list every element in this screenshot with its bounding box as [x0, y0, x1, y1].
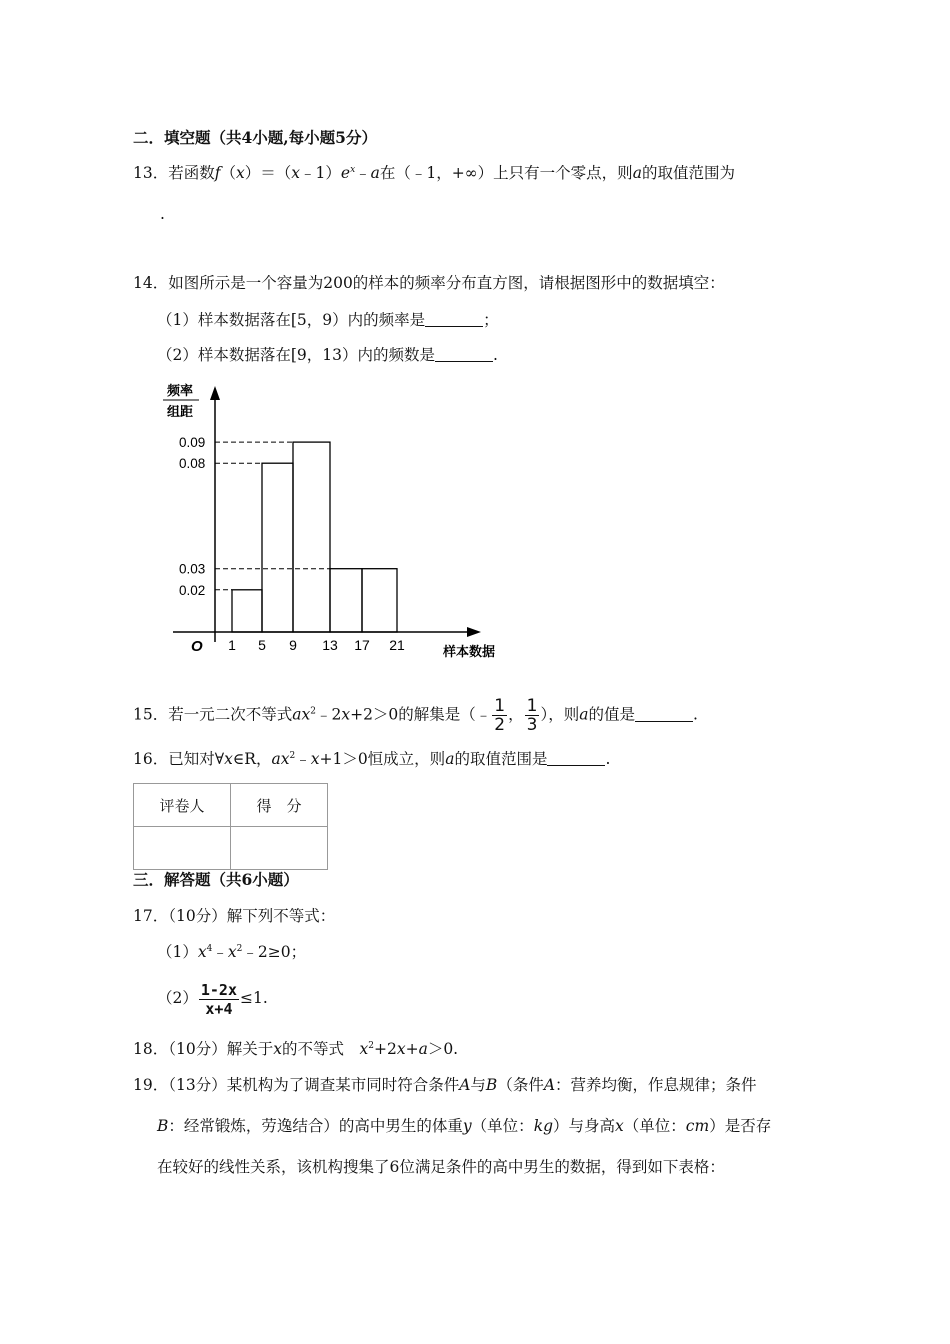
q18-text: 的不等式 — [281, 1040, 360, 1058]
q13-var: x — [291, 164, 301, 182]
section-title-solutions: 三．解答题（共6小题） — [133, 870, 299, 889]
answer-blank — [547, 751, 605, 766]
q16-text: . — [605, 750, 611, 768]
q19-text: （条件 — [497, 1076, 544, 1094]
q13-text: 的取值范围为 — [641, 164, 735, 182]
q13-text: （ — [220, 164, 236, 182]
q17-text: （2） — [157, 989, 198, 1007]
q13-text: 13．若函数 — [133, 164, 215, 182]
q19-unit: cm — [685, 1117, 710, 1135]
q16-var: x — [310, 750, 320, 768]
q16-text: 16．已知对∀ — [133, 750, 225, 768]
fraction-one-third — [525, 697, 540, 734]
grader-header: 评卷人 — [134, 784, 231, 827]
question-19-line-2 — [157, 1116, 771, 1136]
q18-text: +2 — [373, 1040, 397, 1058]
histogram-bar — [362, 569, 397, 632]
score-cell[interactable] — [231, 827, 328, 870]
q19-text: ：营养均衡，作息规律；条件 — [555, 1076, 757, 1094]
q13-var: a — [370, 164, 380, 182]
q14-sub2-text: （2）样本数据落在[9，13）内的频数是 — [157, 346, 435, 364]
score-header: 得 分 — [231, 784, 328, 827]
q16-text: 的取值范围是 — [454, 750, 548, 768]
q18-var: x — [273, 1040, 282, 1058]
q19-var: B — [157, 1117, 169, 1135]
q13-var: a — [632, 164, 642, 182]
answer-blank — [635, 707, 693, 722]
y-tick-label: 0.08 — [179, 456, 206, 472]
q17-text: （1） — [157, 943, 198, 961]
origin-label: O — [191, 638, 203, 655]
y-axis-label-top: 频率 — [167, 383, 194, 398]
q17-var: x — [197, 943, 207, 961]
q15-var: ax — [292, 705, 311, 724]
q19-var: B — [485, 1076, 498, 1094]
q15-text: +2＞0的解集是（﹣ — [350, 705, 492, 724]
q15-text: . — [693, 705, 698, 724]
x-tick-label: 21 — [389, 637, 405, 653]
q19-text: （单位： — [623, 1117, 686, 1135]
fraction-denominator: x+4 — [205, 999, 233, 1018]
q19-text: ：经常锻炼，劳逸结合）的高中男生的体重 — [168, 1117, 463, 1135]
q15-text: ， — [508, 705, 524, 724]
y-axis-arrow-icon — [210, 386, 220, 400]
q19-text: 19．（13分）某机构为了调查某市同时符合条件 — [133, 1076, 460, 1094]
section-title-fill-in: 二．填空题（共4小题,每小题5分） — [133, 128, 377, 147]
q16-var: x — [224, 750, 233, 768]
fraction-expression — [199, 981, 239, 1018]
grader-cell[interactable] — [134, 827, 231, 870]
q13-var: x — [236, 164, 245, 182]
q14-sub1 — [157, 310, 499, 330]
q19-var: A — [459, 1076, 471, 1094]
q16-text: ﹣ — [295, 750, 311, 768]
x-axis-label: 样本数据 — [443, 644, 496, 659]
answer-blank — [425, 312, 483, 327]
q18-text: 18．（10分）解关于 — [133, 1040, 274, 1058]
y-axis-label-bottom: 组距 — [167, 404, 194, 419]
q19-unit: kg — [533, 1117, 554, 1135]
fraction-denominator: 2 — [494, 715, 506, 735]
fraction-denominator: 3 — [526, 715, 538, 735]
x-tick-label: 5 — [258, 637, 266, 653]
y-tick-label: 0.03 — [179, 561, 206, 577]
q15-text: ﹣2 — [315, 705, 342, 724]
q13-text: ﹣ — [355, 164, 371, 182]
fraction-numerator: 1-2x — [200, 980, 237, 999]
x-tick-label: 17 — [354, 637, 370, 653]
answer-blank — [435, 347, 493, 362]
q16-text: +1＞0恒成立，则 — [319, 750, 446, 768]
q18-text: ＞0. — [427, 1040, 459, 1058]
q13-exponent: x — [350, 165, 356, 175]
q19-text: 与 — [470, 1076, 486, 1094]
fraction-one-half — [492, 697, 507, 734]
question-19-line-1 — [133, 1075, 757, 1095]
q19-var: A — [543, 1076, 556, 1094]
q17-text: ﹣ — [212, 943, 228, 961]
q17-var: x — [227, 943, 237, 961]
q16-text: ∈R， — [232, 750, 272, 768]
q15-var: x — [341, 705, 351, 724]
q18-var: x — [359, 1040, 369, 1058]
q18-var: a — [418, 1040, 428, 1058]
y-tick-label: 0.09 — [179, 435, 206, 451]
question-19-line-3: 在较好的线性关系，该机构搜集了6位满足条件的高中男生的数据，得到如下表格： — [157, 1158, 725, 1176]
q13-answer-dot: . — [160, 205, 165, 223]
q14-sub1-end: ； — [483, 311, 499, 329]
q17-text: ≤1. — [240, 989, 268, 1007]
q18-text: + — [405, 1040, 419, 1058]
histogram-bar — [232, 590, 262, 632]
x-tick-label: 9 — [289, 637, 297, 653]
x-tick-label: 1 — [228, 637, 236, 653]
q19-var: x — [615, 1117, 624, 1135]
q17-text: ﹣2≥0； — [242, 943, 307, 961]
q13-var: f — [214, 164, 221, 182]
q16-var: ax — [271, 750, 290, 768]
question-17: 17．（10分）解下列不等式： — [133, 907, 336, 925]
fraction-numerator: 1 — [494, 696, 506, 716]
q13-text: 在（﹣1，+∞）上只有一个零点，则 — [379, 164, 633, 182]
histogram-bar — [262, 463, 293, 632]
q19-var: y — [462, 1117, 472, 1135]
question-18: 18．（10分）解关于x的不等式 $x^2+2x+a>0$. — [133, 1040, 459, 1058]
q15-text: ），则 — [540, 705, 580, 724]
q17-sub2 — [157, 978, 268, 1018]
fraction-numerator: 1 — [526, 696, 538, 716]
q14-sub2-end: . — [493, 346, 498, 364]
score-table — [133, 783, 328, 870]
q19-text: （单位： — [471, 1117, 534, 1135]
q18-var: x — [396, 1040, 406, 1058]
q14-sub2 — [157, 345, 498, 365]
q15-text: 的值是 — [588, 705, 635, 724]
question-14: 14．如图所示是一个容量为200的样本的频率分布直方图，请根据图形中的数据填空： — [133, 274, 725, 292]
q19-text: ）是否存 — [709, 1117, 772, 1135]
y-tick-label: 0.02 — [179, 582, 206, 598]
q17-sub1: $(1)x^4﹣x^2﹣2\ge 0$； — [157, 943, 307, 961]
histogram-bar — [293, 442, 330, 632]
q15-text: 15．若一元二次不等式 — [133, 705, 293, 724]
q15-var: a — [579, 705, 589, 724]
question-15: 15．若一元二次不等式$ax^2﹣2x+2>0$的解集是（﹣ $\frac{1}{2}$ ， $\frac{1}{3}$ ），则a的值是 . — [133, 696, 698, 735]
q14-sub1-text: （1）样本数据落在[5，9）内的频率是 — [157, 311, 426, 329]
q19-text: ）与身高 — [553, 1117, 616, 1135]
q13-text: ）＝（ — [244, 164, 292, 182]
q16-var: a — [445, 750, 455, 768]
question-13 — [133, 163, 735, 183]
question-16: 16．已知对∀x∈R，$ax^2﹣x+1>0$恒成立，则a的取值范围是 . — [133, 750, 611, 768]
histogram-bar — [330, 569, 362, 632]
x-axis-arrow-icon — [467, 627, 481, 637]
q13-text: ﹣1） — [300, 164, 341, 182]
q13-var: e — [340, 164, 351, 182]
frequency-histogram — [155, 378, 515, 668]
x-tick-label: 13 — [322, 637, 338, 653]
